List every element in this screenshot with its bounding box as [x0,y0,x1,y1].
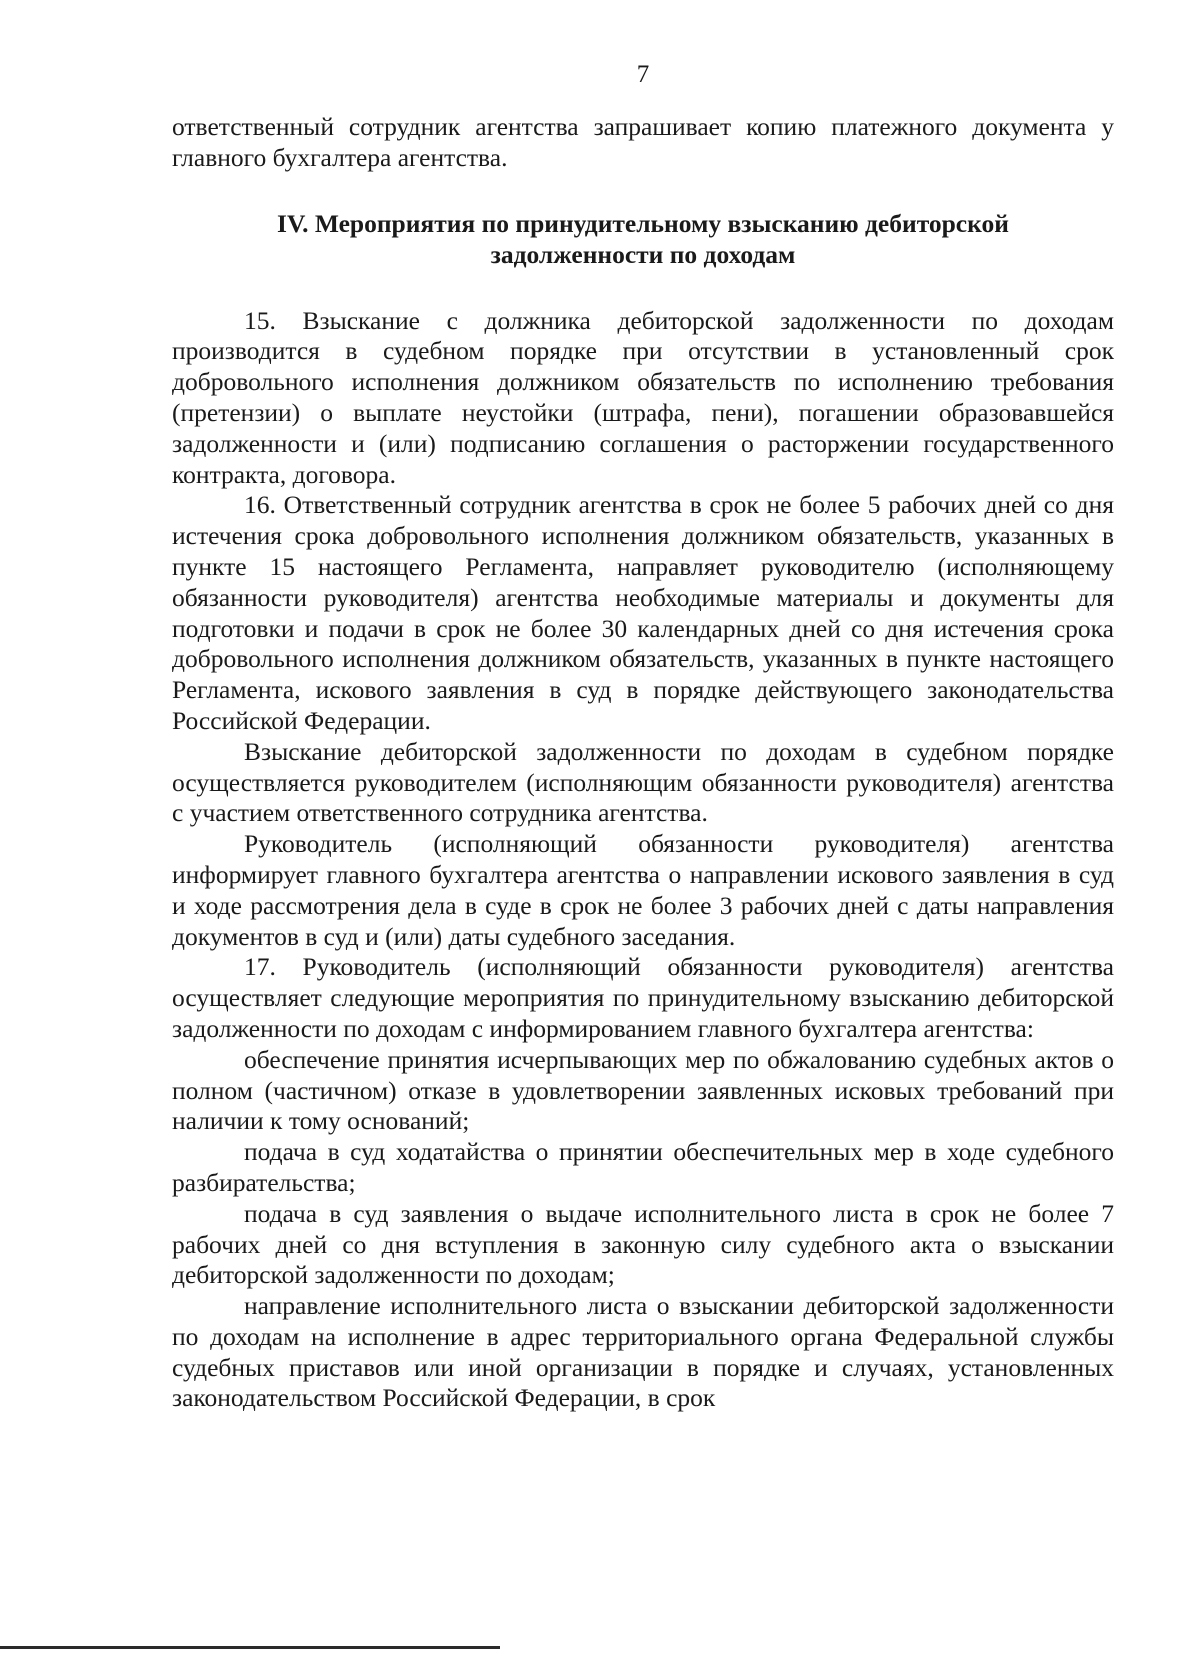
paragraph-16: 16. Ответственный сотрудник агентства в срок не более 5 рабочих дней со дня истечения срока добровольного исполнения должником обязательств, указанных в пункте 15 настоящего Регламента, направляет руководителю (исполняющему обязанности руководителя) агентства необходимые материалы и документы для подготовки и подачи в срок не более 30 календарных дней со дня истечения срока добровольного исполнения должником обязательств, указанных в пункте настоящего Регламента, искового заявления в суд в порядке действующего законодательства Российской Федерации. [172,490,1114,735]
paragraph-16-informing: Руководитель (исполняющий обязанности руководителя) агентства информирует главного бухгалтера агентства о направлении искового заявления в суд и ходе рассмотрения дела в суде в срок не более 3 рабочих дней с даты направления документов в суд и (или) даты судебного заседания. [172,829,1114,951]
paragraph-15: 15. Взыскание с должника дебиторской задолженности по доходам производится в судебном порядке при отсутствии в установленный срок добровольного исполнения должником обязательств по исполнению требования (претензии) о выплате неустойки (штрафа, пени), погашении образовавшейся задолженности и (или) подписанию соглашения о расторжении государственного контракта, договора. [172,305,1114,489]
paragraph-16-collection: Взыскание дебиторской задолженности по доходам в судебном порядке осуществляется руководителем (исполняющим обязанности руководителя) агентства с участием ответственного сотрудника агентства. [172,736,1114,828]
list-item-interim-measures: подача в суд ходатайства о принятии обеспечительных мер в ходе судебного разбирательства; [172,1137,1114,1197]
page-number: 7 [636,61,650,88]
document-page [172,60,1114,1414]
intro-paragraph: ответственный сотрудник агентства запрашивает копию платежного документа у главного бухгалтера агентства. [172,112,1114,172]
paragraph-17: 17. Руководитель (исполняющий обязанности руководителя) агентства осуществляет следующие мероприятия по принудительному взысканию дебиторской задолженности по доходам с информированием главного бухгалтера агентства: [172,952,1114,1043]
section-heading-line-2: задолженности по доходам [490,239,796,269]
section-heading-line-1: IV. Мероприятия по принудительному взысканию дебиторской [277,208,1009,238]
scan-edge-line [0,1646,500,1649]
list-item-appeal: обеспечение принятия исчерпывающих мер по обжалованию судебных актов о полном (частичном) отказе в удовлетворении заявленных исковых требований при наличии к тому оснований; [172,1044,1114,1136]
list-item-writ-request: подача в суд заявления о выдаче исполнительного листа в срок не более 7 рабочих дней со дня вступления в законную силу судебного акта о взыскании дебиторской задолженности по доходам; [172,1198,1114,1290]
list-item-writ-submission: направление исполнительного листа о взыскании дебиторской задолженности по доходам на исполнение в адрес территориального органа Федеральной службы судебных приставов или иной организации в порядке и случаях, установленных законодательством Российской Федерации, в срок [172,1291,1114,1413]
section-heading [172,208,1114,270]
